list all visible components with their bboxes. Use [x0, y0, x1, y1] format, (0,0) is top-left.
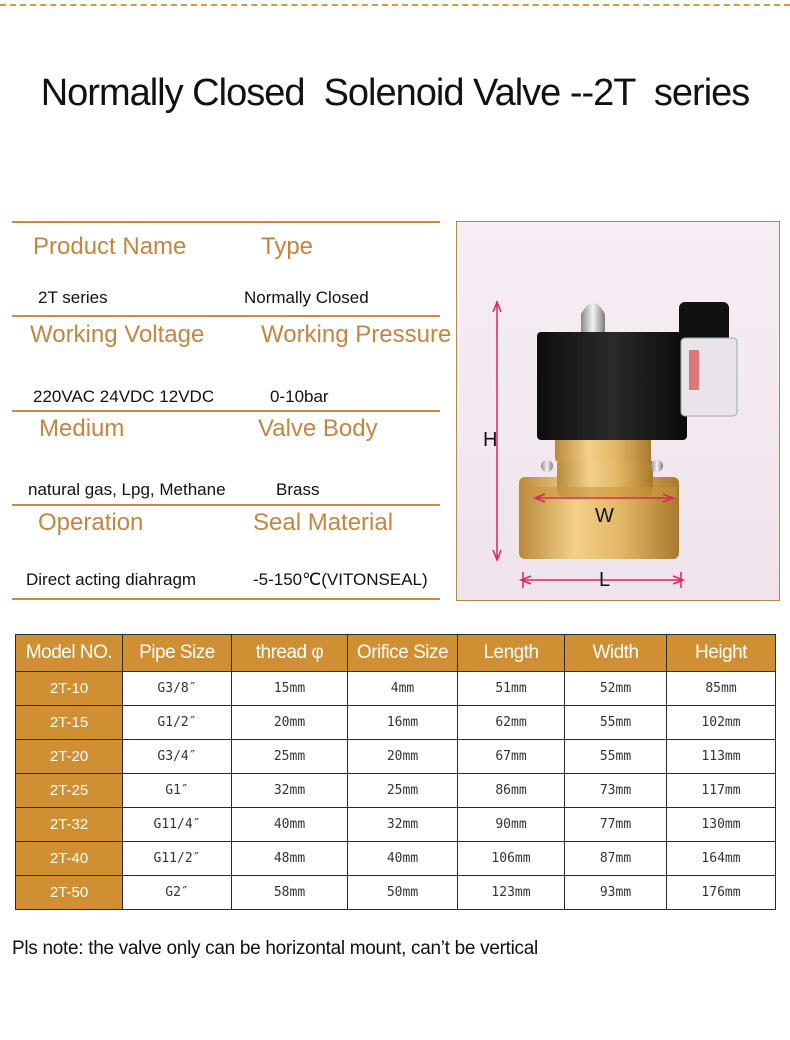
model-spec-table: [15, 634, 776, 910]
dimension-label-l: L: [599, 569, 611, 591]
cell-model: 2T-50: [16, 876, 123, 910]
table-row: [16, 774, 776, 808]
bolt-icon: [541, 460, 553, 472]
table-row: [16, 808, 776, 842]
top-dashed-divider: [0, 4, 790, 6]
cell-model: 2T-25: [16, 774, 123, 808]
spec-value-product-name: 2T series: [38, 288, 108, 307]
cell-model: 2T-10: [16, 672, 123, 706]
cell-width: 55mm: [565, 706, 667, 740]
mounting-note: Pls note: the valve only can be horizontal mount, can’t be vertical: [12, 938, 538, 959]
spec-value-working-pressure: 0-10bar: [270, 387, 329, 406]
cell-width: 55mm: [565, 740, 667, 774]
cell-thread: 15mm: [232, 672, 348, 706]
table-row: [16, 842, 776, 876]
cell-orifice: 25mm: [348, 774, 458, 808]
cell-pipe-size: G2″: [123, 876, 232, 910]
header-width: Width: [565, 635, 667, 672]
table-row: [16, 672, 776, 706]
table-row: [16, 876, 776, 910]
connector-cap-shape: [679, 302, 729, 342]
dimension-label-w: W: [595, 505, 614, 527]
cell-width: 77mm: [565, 808, 667, 842]
spec-label-valve-body: Valve Body: [258, 415, 378, 442]
top-nut-shape: [581, 314, 605, 332]
cell-orifice: 40mm: [348, 842, 458, 876]
cell-pipe-size: G1″: [123, 774, 232, 808]
page-title: Normally Closed Solenoid Valve --2T series: [40, 72, 750, 114]
table-row: [16, 706, 776, 740]
coil-shape: [537, 332, 687, 440]
cell-model: 2T-32: [16, 808, 123, 842]
cell-pipe-size: G11/2″: [123, 842, 232, 876]
cell-thread: 40mm: [232, 808, 348, 842]
cell-thread: 20mm: [232, 706, 348, 740]
spec-value-operation: Direct acting diahragm: [26, 570, 197, 589]
cell-length: 106mm: [458, 842, 565, 876]
spec-value-valve-body: Brass: [276, 480, 320, 499]
cell-height: 117mm: [667, 774, 776, 808]
spec-label-working-voltage: Working Voltage: [30, 321, 205, 348]
spec-divider: [12, 504, 440, 506]
cell-length: 62mm: [458, 706, 565, 740]
header-orifice-size: Orifice Size: [348, 635, 458, 672]
cell-width: 52mm: [565, 672, 667, 706]
cell-pipe-size: G1/2″: [123, 706, 232, 740]
cell-orifice: 50mm: [348, 876, 458, 910]
cell-thread: 25mm: [232, 740, 348, 774]
cell-height: 176mm: [667, 876, 776, 910]
spec-label-working-pressure: Working Pressure: [261, 321, 452, 348]
cell-height: 85mm: [667, 672, 776, 706]
cell-thread: 32mm: [232, 774, 348, 808]
header-length: Length: [458, 635, 565, 672]
spec-divider: [12, 315, 440, 317]
spec-label-seal-material: Seal Material: [253, 509, 394, 536]
spec-divider: [12, 221, 440, 223]
cell-pipe-size: G3/4″: [123, 740, 232, 774]
cell-orifice: 4mm: [348, 672, 458, 706]
spec-label-type: Type: [261, 233, 314, 260]
cell-pipe-size: G3/8″: [123, 672, 232, 706]
cell-length: 86mm: [458, 774, 565, 808]
cell-orifice: 16mm: [348, 706, 458, 740]
header-thread: thread φ: [232, 635, 348, 672]
dimension-label-h: H: [483, 429, 498, 451]
cell-orifice: 32mm: [348, 808, 458, 842]
table-header-row: [16, 635, 776, 672]
cell-height: 113mm: [667, 740, 776, 774]
cell-model: 2T-40: [16, 842, 123, 876]
spec-label-medium: Medium: [39, 415, 125, 442]
spec-value-seal-material: -5-150℃(VITONSEAL): [253, 570, 428, 589]
cell-length: 67mm: [458, 740, 565, 774]
cell-orifice: 20mm: [348, 740, 458, 774]
header-height: Height: [667, 635, 776, 672]
solenoid-valve-illustration: [457, 222, 779, 600]
spec-divider: [12, 410, 440, 412]
spec-label-operation: Operation: [38, 509, 144, 536]
cell-model: 2T-15: [16, 706, 123, 740]
cell-height: 130mm: [667, 808, 776, 842]
cell-length: 123mm: [458, 876, 565, 910]
spec-label-product-name: Product Name: [33, 233, 187, 260]
header-model-no: Model NO.: [16, 635, 123, 672]
spec-value-medium: natural gas, Lpg, Methane: [28, 480, 226, 499]
cell-width: 73mm: [565, 774, 667, 808]
bolt-icon: [651, 460, 663, 472]
cell-model: 2T-20: [16, 740, 123, 774]
cell-length: 90mm: [458, 808, 565, 842]
cell-width: 93mm: [565, 876, 667, 910]
cell-thread: 48mm: [232, 842, 348, 876]
spec-value-type: Normally Closed: [244, 288, 369, 307]
spec-value-working-voltage: 220VAC 24VDC 12VDC: [33, 387, 215, 406]
cell-length: 51mm: [458, 672, 565, 706]
table-row: [16, 740, 776, 774]
spec-divider: [12, 598, 440, 600]
cell-thread: 58mm: [232, 876, 348, 910]
cell-pipe-size: G11/4″: [123, 808, 232, 842]
header-pipe-size: Pipe Size: [123, 635, 232, 672]
cell-width: 87mm: [565, 842, 667, 876]
cell-height: 102mm: [667, 706, 776, 740]
cell-height: 164mm: [667, 842, 776, 876]
product-photo: [456, 221, 780, 601]
